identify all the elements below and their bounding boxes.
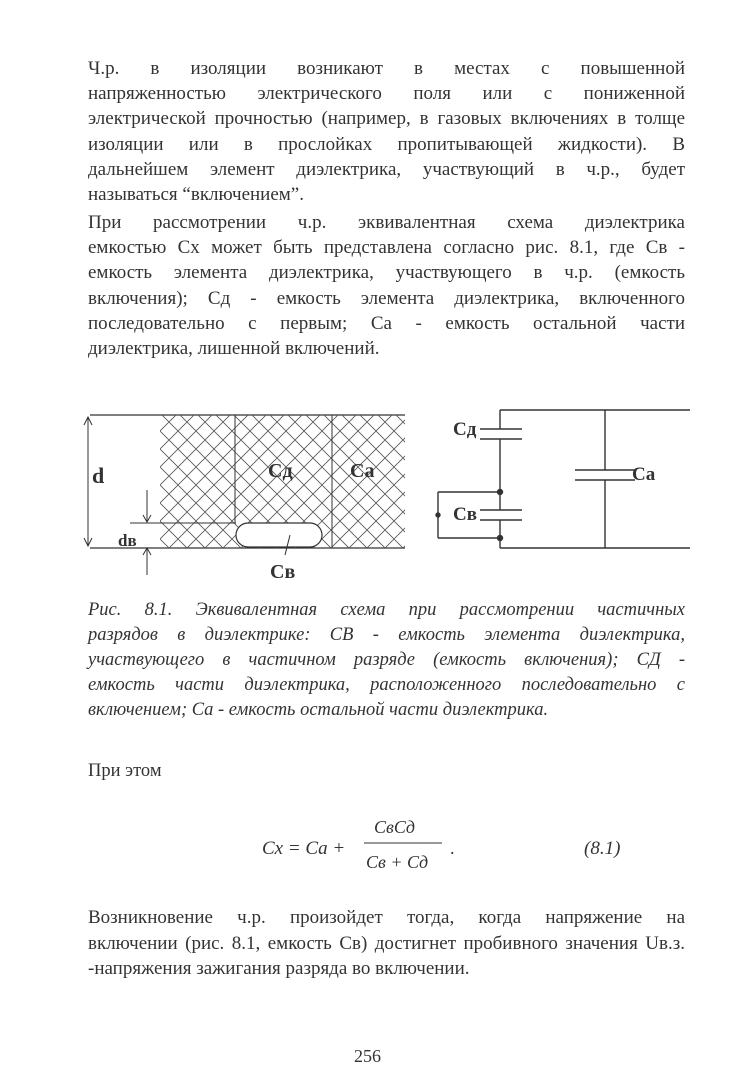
caption-line: разрядов в диэлектрике: CВ - емкость элемента диэлектрика,: [88, 625, 685, 645]
text-line: диэлектрика, лишенной включений.: [88, 338, 380, 360]
caption-line: включением; Cа - емкость остальной части диэлектрика.: [88, 700, 549, 720]
formula-8-1: [262, 810, 692, 880]
formula-dot: .: [450, 838, 455, 858]
circuit-label-ca: Cа: [632, 464, 656, 485]
text-line: дальнейшем элемент диэлектрика, участвующий в ч.р., будет: [88, 158, 685, 180]
formula-number: (8.1): [584, 838, 621, 859]
text-line: изоляции или в прослойках пропитывающей жидкости). В: [88, 133, 685, 155]
text-line: называться “включением”.: [88, 184, 304, 206]
formula-numerator: CвCд: [374, 817, 415, 837]
text-line: электрической прочностью (например, в газовых включениях в толще: [88, 108, 685, 130]
circuit-label-cv: Cв: [453, 504, 477, 525]
text-line: напряженностью электрического поля или с пониженной: [88, 83, 685, 105]
figure-caption: [88, 598, 685, 723]
caption-line: Рис. 8.1. Эквивалентная схема при рассмотрении частичных: [88, 600, 685, 620]
text-line: -напряжения зажигания разряда во включении.: [88, 958, 470, 979]
figure-8-1: [70, 395, 690, 585]
label-cd: Cд: [268, 460, 293, 482]
formula-denominator: Cв + Cд: [366, 852, 429, 872]
paragraph-1: [88, 56, 685, 207]
circuit-label-cd: Cд: [453, 419, 477, 440]
intro-text: При этом: [88, 761, 162, 781]
caption-line: емкость части диэлектрика, расположенного последовательно с: [88, 675, 685, 695]
text-line: При рассмотрении ч.р. эквивалентная схема диэлектрика: [88, 212, 685, 233]
text-line: последовательно с первым; Cа - емкость остальной части: [88, 312, 685, 334]
page-number: 256: [354, 1046, 381, 1066]
text-line: емкостью Cx может быть представлена согласно рис. 8.1, где Cв -: [88, 237, 685, 259]
paragraph-3: [88, 905, 685, 982]
paragraph-2: [88, 210, 685, 361]
text-line: емкость элемента диэлектрика, участвующего в ч.р. (емкость: [88, 262, 685, 284]
dielectric-sketch: [84, 415, 405, 583]
caption-line: участвующего в частичном разряде (емкость включения); CД -: [88, 650, 685, 670]
label-dv: dв: [118, 531, 137, 550]
formula-lhs: Cx = Cа +: [262, 838, 346, 859]
text-line: включения); Cд - емкость элемента диэлектрика, включенного: [88, 287, 685, 309]
text-line: Ч.р. в изоляции возникают в местах с повышенной: [88, 58, 685, 79]
text-line: Возникновение ч.р. произойдет тогда, когда напряжение на: [88, 907, 685, 928]
text-line: включении (рис. 8.1, емкость Cв) достигнет пробивного значения Uв.з.: [88, 932, 685, 954]
label-cv: Cв: [270, 561, 296, 583]
label-ca: Cа: [350, 460, 375, 482]
label-d: d: [92, 463, 105, 488]
